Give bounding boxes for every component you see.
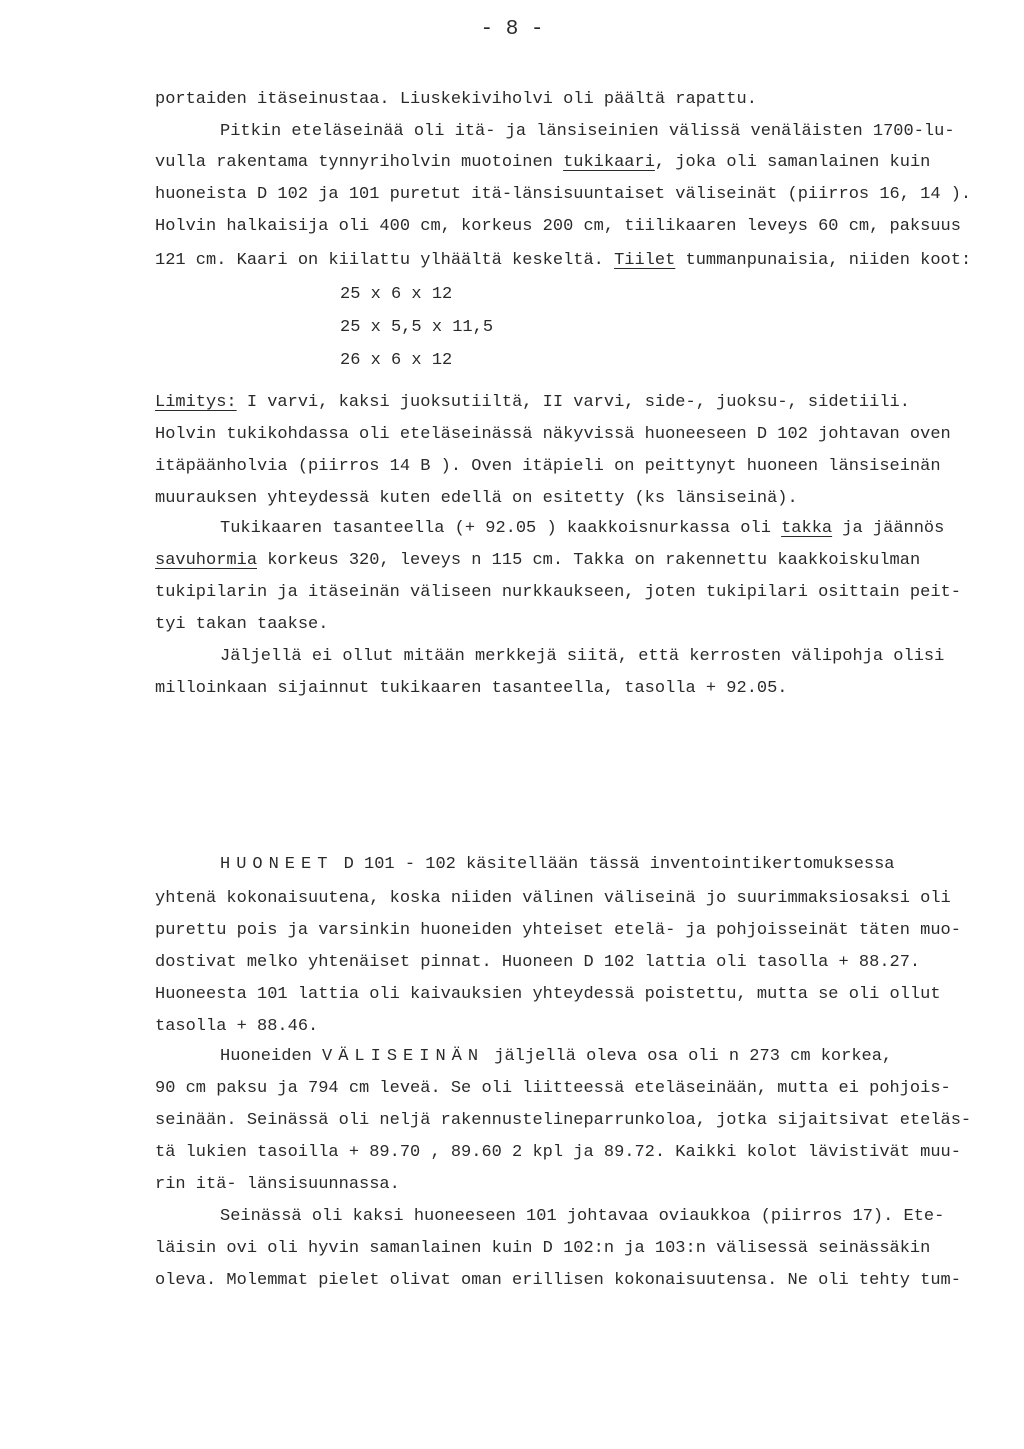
text-line: portaiden itäseinustaa. Liuskekiviholvi oli päältä rapattu. [155,90,757,109]
text-line: tukipilarin ja itäseinän väliseen nurkkaukseen, joten tukipilari osittain peit- [155,583,961,602]
text-line: läisin ovi oli hyvin samanlainen kuin D 102:n ja 103:n välisessä seinässäkin [155,1239,931,1258]
text-line: tasolla + 88.46. [155,1017,319,1036]
text-line: Huoneesta 101 lattia oli kaivauksien yhteydessä poistettu, mutta se oli ollut [155,985,941,1004]
text-line: Huoneiden VÄLISEINÄN jäljellä oleva osa oli n 273 cm korkea, [220,1047,893,1066]
text-line: milloinkaan sijainnut tukikaaren tasanteella, tasolla + 92.05. [155,679,788,698]
term-limitys: Limitys: [155,393,237,412]
term-tiilet: Tiilet [614,251,676,270]
text-line: Pitkin eteläseinää oli itä- ja länsiseinien välissä venäläisten 1700-lu- [220,122,955,141]
text-line: HUONEET D 101 - 102 käsitellään tässä inventointikertomuksessa [220,855,895,874]
text-line: yhtenä kokonaisuutena, koska niiden välinen väliseinä jo suurimmaksiosaksi oli [155,889,951,908]
text-line: 121 cm. Kaari on kiilattu ylhäältä keskeltä. Tiilet tummanpunaisia, niiden koot: [155,251,972,270]
heading-valiseinan: VÄLISEINÄN [322,1047,485,1066]
text-line: tyi takan taakse. [155,615,329,634]
text-line: muurauksen yhteydessä kuten edellä on esitetty (ks länsiseinä). [155,489,798,508]
text-line: dostivat melko yhtenäiset pinnat. Huoneen D 102 lattia oli tasolla + 88.27. [155,953,921,972]
brick-size: 25 x 6 x 12 [340,285,453,304]
text-line: purettu pois ja varsinkin huoneiden yhteiset etelä- ja pohjoisseinät täten muo- [155,921,961,940]
text-line: 90 cm paksu ja 794 cm leveä. Se oli liitteessä eteläseinään, mutta ei pohjois- [155,1079,951,1098]
text-line: huoneista D 102 ja 101 puretut itä-länsisuuntaiset väliseinät (piirros 16, 14 ). [155,185,972,204]
text-line: oleva. Molemmat pielet olivat oman erillisen kokonaisuutensa. Ne oli tehty tum- [155,1271,961,1290]
text-line: Holvin tukikohdassa oli eteläseinässä näkyvissä huoneeseen D 102 johtavan oven [155,425,951,444]
text-line: Seinässä oli kaksi huoneeseen 101 johtavaa oviaukkoa (piirros 17). Ete- [220,1207,945,1226]
text-line: Jäljellä ei ollut mitään merkkejä siitä, että kerrosten välipohja olisi [220,647,945,666]
text-line: Tukikaaren tasanteella (+ 92.05 ) kaakkoisnurkassa oli takka ja jäännös [220,519,945,538]
brick-size: 25 x 5,5 x 11,5 [340,318,494,337]
term-tukikaari: tukikaari [563,153,655,172]
text-line: tä lukien tasoilla + 89.70 , 89.60 2 kpl ja 89.72. Kaikki kolot lävistivät muu- [155,1143,961,1162]
text-line: savuhormia korkeus 320, leveys n 115 cm. Takka on rakennettu kaakkoiskulman [155,551,921,570]
text-line: vulla rakentama tynnyriholvin muotoinen tukikaari, joka oli samanlainen kuin [155,153,931,172]
text-line: Holvin halkaisija oli 400 cm, korkeus 200 cm, tiilikaaren leveys 60 cm, paksuus [155,217,961,236]
term-savuhormia: savuhormia [155,551,258,570]
page-number: - 8 - [480,18,544,41]
text-line: itäpäänholvia (piirros 14 B ). Oven itäpieli on peittynyt huoneen länsiseinän [155,457,941,476]
text-line: Limitys: I varvi, kaksi juoksutiiltä, II varvi, side-, juoksu-, sidetiili. [155,393,910,412]
text-line: seinään. Seinässä oli neljä rakennustelineparrunkoloa, jotka sijaitsivat eteläs- [155,1111,972,1130]
brick-size: 26 x 6 x 12 [340,351,453,370]
text-line: rin itä- länsisuunnassa. [155,1175,400,1194]
heading-huoneet: HUONEET [220,855,334,874]
term-takka: takka [781,519,833,538]
